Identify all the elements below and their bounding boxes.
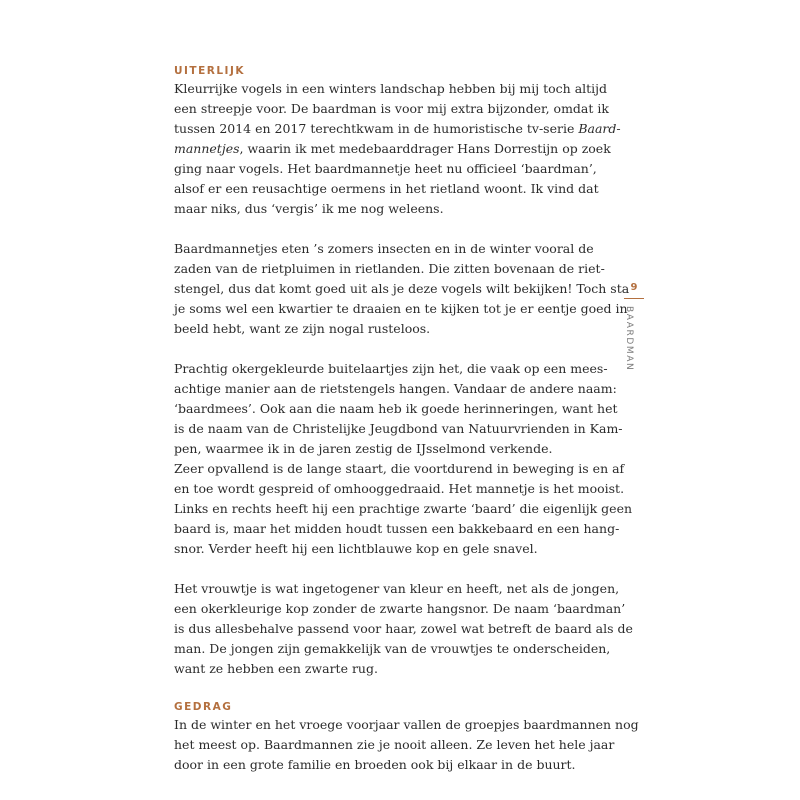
section-heading: GEDRAG [174,701,233,713]
text-line [174,199,604,219]
text-line [174,379,617,399]
italic-run: Baard- [578,121,621,136]
text-line [174,599,626,619]
text-run: , waarin ik met medebaarddrager Hans Dorrestijn op zoek [239,141,611,156]
text-line [174,399,618,419]
text-run: alsof er een reusachtige oermens in het rietland woont. Ik vind dat [174,181,599,196]
text-line [174,179,604,199]
text-run: zaden van de rietpluimen in rietlanden. Die zitten bovenaan de riet- [174,261,605,276]
text-line [174,239,604,259]
text-line [174,439,604,459]
paragraph [174,359,623,459]
text-run: man. De jongen zijn gemakkelijk van de vrouwtjes te onderscheiden, [174,641,611,656]
text-line [174,139,611,159]
text-line [174,499,633,519]
text-line [174,359,608,379]
text-run: Baardmannetjes eten ’s zomers insecten en in de winter vooral de [174,241,594,256]
page-number: 9 [630,282,638,293]
text-line [174,279,630,299]
text-run: Zeer opvallend is de lange staart, die voortdurend in beweging is en af [174,461,625,476]
text-line [174,735,615,755]
text-line [174,479,625,499]
text-run: ging naar vogels. Het baardmannetje heet nu officieel ‘baardman’, [174,161,597,176]
text-line [174,639,611,659]
text-line [174,619,633,639]
text-run: beeld hebt, want ze zijn nogal rusteloos. [174,321,431,336]
text-line [174,659,604,679]
text-line [174,99,609,119]
text-run: In de winter en het vroege voorjaar vallen de groepjes baardmannen nog [174,717,639,732]
text-run: pen, waarmee ik in de jaren zestig de IJsselmond verkende. [174,441,553,456]
article-body [174,63,639,775]
text-run: door in een grote familie en broeden ook bij elkaar in de buurt. [174,757,576,772]
paragraph [174,459,633,559]
text-run: achtige manier aan de rietstengels hangen. Vandaar de andere naam: [174,381,617,396]
paragraph [174,239,630,339]
paragraph [174,579,633,679]
paragraph [174,79,621,219]
text-run: want ze hebben een zwarte rug. [174,661,378,676]
text-line [174,459,625,479]
text-run: is de naam van de Christelijke Jeugdbond van Natuurvrienden in Kam- [174,421,623,436]
text-line [174,159,604,179]
text-line [174,319,604,339]
text-line [174,519,620,539]
text-run: een okerkleurige kop zonder de zwarte hangsnor. De naam ‘baardman’ [174,601,626,616]
paragraph [174,715,639,775]
text-run: Kleurrijke vogels in een winters landschap hebben bij mij toch altijd [174,81,608,96]
text-run: het meest op. Baardmannen zie je nooit alleen. Ze leven het hele jaar [174,737,615,752]
italic-run: mannetjes [174,141,240,156]
text-run: baard is, maar het midden houdt tussen een bakkebaard en een hang- [174,521,620,536]
text-line [174,539,604,559]
chapter-sidebar [620,282,648,372]
text-line [174,299,628,319]
text-line [174,259,604,279]
text-run: tussen 2014 en 2017 terechtkwam in de humoristische tv-serie [174,121,579,136]
text-run: en toe wordt gespreid of omhooggedraaid. Het mannetje is het mooist. [174,481,625,496]
text-run: stengel, dus dat komt goed uit als je deze vogels wilt bekijken! Toch sta [174,281,630,296]
text-run: een streepje voor. De baardman is voor mij extra bijzonder, omdat ik [174,101,609,116]
text-line [174,715,639,735]
sidebar-divider [624,298,644,299]
section-heading: UITERLIJK [174,65,245,77]
text-run: je soms wel een kwartier te draaien en te kijken tot je er eentje goed in [174,301,628,316]
text-run: Prachtig okergekleurde buitelaartjes zijn het, die vaak op een mees- [174,361,608,376]
text-line [174,79,608,99]
text-run: snor. Verder heeft hij een lichtblauwe kop en gele snavel. [174,541,538,556]
text-line [174,579,620,599]
text-run: Links en rechts heeft hij een prachtige zwarte ‘baard’ die eigenlijk geen [174,501,633,516]
chapter-title: BAARDMAN [624,306,634,372]
text-line [174,119,621,139]
text-line [174,755,604,775]
text-run: ‘baardmees’. Ook aan die naam heb ik goede herinneringen, want het [174,401,618,416]
text-run: is dus allesbehalve passend voor haar, zowel wat betreft de baard als de [174,621,633,636]
text-run: Het vrouwtje is wat ingetogener van kleur en heeft, net als de jongen, [174,581,620,596]
text-line [174,419,623,439]
text-run: maar niks, dus ‘vergis’ ik me nog weleens. [174,201,444,216]
